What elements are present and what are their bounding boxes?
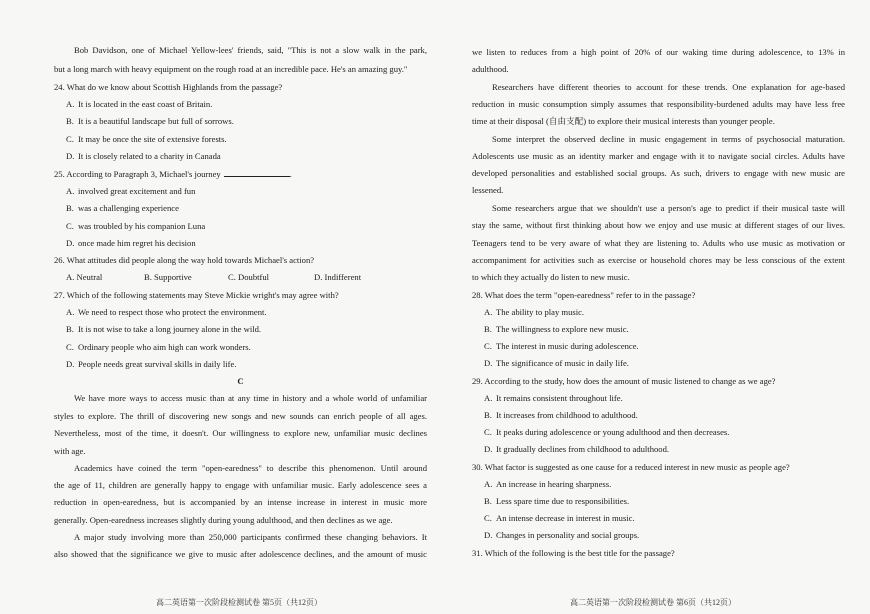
q27-option-d: D. People needs great survival skills in daily life. [66,359,237,369]
passage-line: developed personalities and established social groups. As such, drivers to engage with new music are [472,168,845,178]
q26-option-a: A. Neutral [66,272,103,282]
q26-option-d: D. Indifferent [314,272,362,282]
q27-option-c: C. Ordinary people who aim high can work wonders. [66,342,251,352]
left-page-column [54,0,427,614]
q28-option-a: A. The ability to play music. [484,307,585,317]
q27-option-a: A. We need to respect those who protect the environment. [66,307,267,317]
passage-line: Some interpret the observed decline in music engagement in terms of psychosocial maturation. [492,134,845,144]
q29-option-d: D. It gradually declines from childhood to adulthood. [484,444,670,454]
passage-line: generally. Open-earedness increases slightly during young adulthood, and then declines as we age. [54,515,393,525]
passage-line: with age. [54,446,86,456]
intro-line: Bob Davidson, one of Michael Yellow-lees' friends, said, "This is not a slow walk in the park, [74,45,427,55]
q29-option-b: B. It increases from childhood to adulthood. [484,410,638,420]
question-25-stem: 25. According to Paragraph 3, Michael's journey . [54,169,292,179]
question-24-stem: 24. What do we know about Scottish Highlands from the passage? [54,82,283,92]
passage-line: we listen to reduces from a high point of 20% of our waking time during adolescence, to 13% in [472,47,845,57]
q25-option-d: D. once made him regret his decision [66,238,196,248]
q27-option-b: B. It is not wise to take a long journey alone in the wild. [66,324,262,334]
passage-line: accompaniment for activities such as exercise or household chores may be less conscious of the extent [472,255,845,265]
section-title: C [237,376,244,386]
passage-line: reduction in open-earedness, but is accompanied by an intense increase in interest in music more [54,497,427,507]
q26-option-c: C. Doubtful [228,272,270,282]
passage-line: A major study involving more than 250,000 participants confirmed these changing behaviors. It [74,532,427,542]
answer-blank [224,169,290,177]
passage-line: adulthood. [472,64,509,74]
q24-option-a: A. It is located in the east coast of Britain. [66,99,213,109]
passage-line: reduction in music consumption simply assumes that responsibility-burdened adults may have less free [472,99,845,109]
question-29-stem: 29. According to the study, how does the amount of music listened to change as we age? [472,376,776,386]
q30-option-c: C. An intense decrease in interest in music. [484,513,635,523]
q29-option-a: A. It remains consistent throughout life. [484,393,623,403]
passage-line: Adolescents use music as an identity marker and engage with it to navigate social circles. Adults have [472,151,845,161]
passage-line: Teenagers tend to be very aware of what they are listening to. Adults who use music as motivation or [472,238,845,248]
passage-line: stay the same, without first thinking about how we enjoy and use music at different stages of our lives. [472,220,845,230]
q24-option-c: C. It may be once the site of extensive forests. [66,134,227,144]
passage-line: We have more ways to access music than at any time in history and a whole world of unfamiliar [74,393,427,403]
passage-line: also showed that the significance we give to music after adolescence declines, and the amount of music [54,549,427,559]
passage-line: Some researchers argue that we shouldn't use a person's age to predict if their musical taste will [492,203,845,213]
q28-option-d: D. The significance of music in daily life. [484,358,629,368]
passage-line: Academics have coined the term "open-earedness" to describe this phenomenon. Until around [74,463,427,473]
passage-line: Researchers have different theories to account for these trends. One explanation for age-based [492,82,845,92]
q24-option-d: D. It is closely related to a charity in Canada [66,151,221,161]
question-27-stem: 27. Which of the following statements may Steve Mickie wright's may agree with? [54,290,339,300]
q25-option-a: A. involved great excitement and fun [66,186,196,196]
question-26-stem: 26. What attitudes did people along the way hold towards Michael's action? [54,255,315,265]
q28-option-c: C. The interest in music during adolescence. [484,341,639,351]
q25-option-b: B. was a challenging experience [66,203,179,213]
q25-option-c: C. was troubled by his companion Luna [66,221,206,231]
q30-option-d: D. Changes in personality and social groups. [484,530,640,540]
question-31-stem: 31. Which of the following is the best title for the passage? [472,548,675,558]
q24-option-b: B. It is a beautiful landscape but full of sorrows. [66,116,234,126]
passage-line: lessened. [472,185,504,195]
right-page-column [472,0,845,614]
passage-line: styles to explore. The thrill of discovering new songs and new sounds can enrich people of all ages. [54,411,427,421]
q26-option-b: B. Supportive [144,272,192,282]
q29-option-c: C. It peaks during adolescence or young adulthood and then decreases. [484,427,730,437]
question-28-stem: 28. What does the term "open-earedness" refer to in the passage? [472,290,696,300]
page-footer: 高二英语第一次阶段检测试卷 第5页（共12页） [156,598,322,607]
passage-line: Nevertheless, most of the time, it doesn't. Our willingness to explore new, unfamiliar music declines [54,428,427,438]
q28-option-b: B. The willingness to explore new music. [484,324,629,334]
question-30-stem: 30. What factor is suggested as one cause for a reduced interest in new music as people age? [472,462,790,472]
q30-option-a: A. An increase in hearing sharpness. [484,479,612,489]
page-footer: 高二英语第一次阶段检测试卷 第6页（共12页） [570,598,736,607]
passage-line: time at their disposal (自由支配) to explore their musical interests than younger people. [472,116,775,126]
intro-line: but a long march with heavy equipment on the rough road at an incredible pace. He's an amazing guy." [54,64,408,74]
passage-line: to which they actually do listen to new music. [472,272,630,282]
passage-line: the age of 11, children are generally happy to engage with unfamiliar music. Early adolescence sees a [54,480,427,490]
q30-option-b: B. Less spare time due to responsibilities. [484,496,630,506]
